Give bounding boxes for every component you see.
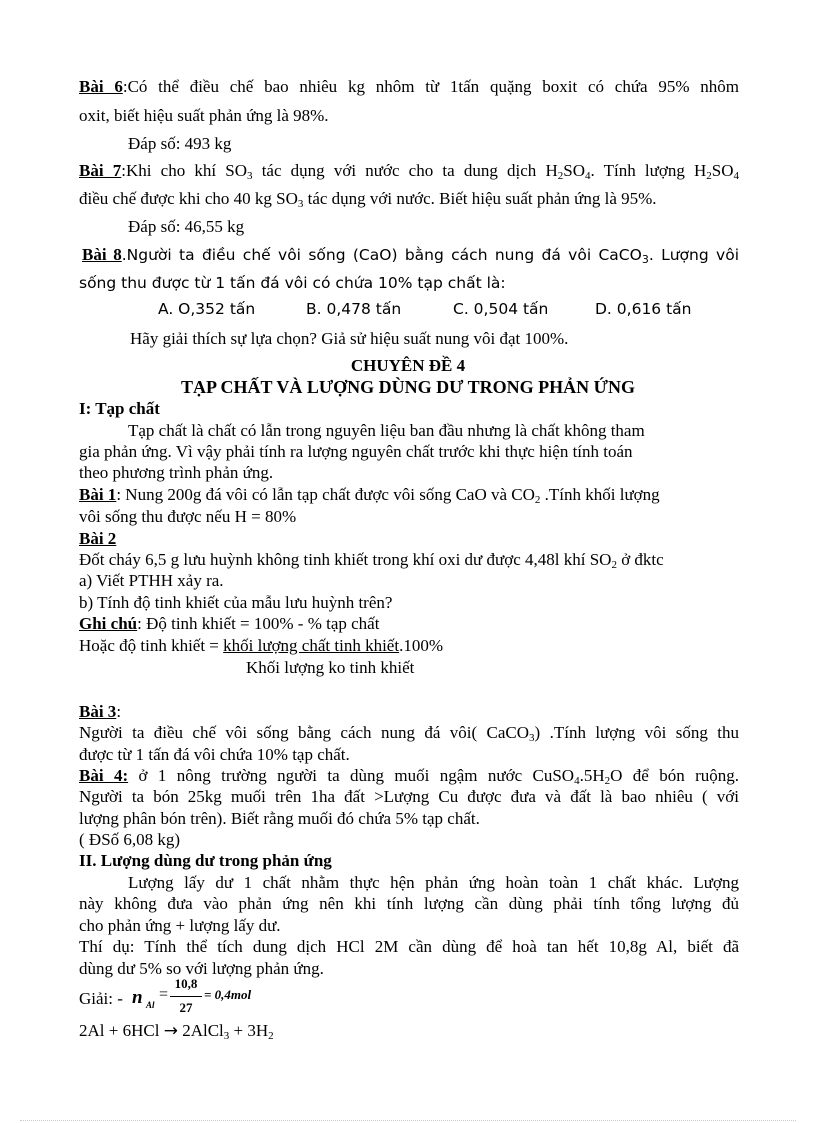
bai2-note: Ghi chú: Độ tinh khiết = 100% - % tạp chất <box>79 614 380 633</box>
formula-equals: = <box>159 986 169 1003</box>
section2-example-line2: dùng dư 5% so với lượng phản ứng. <box>79 959 324 978</box>
solution-label: Giải: - <box>79 989 123 1008</box>
bai2-part-a: a) Viết PTHH xảy ra. <box>79 571 224 590</box>
bai2-alt-formula: Hoặc độ tinh khiết = khối lượng chất tinh khiết.100% <box>79 636 443 655</box>
formula-fraction-bar <box>170 996 202 997</box>
bai8-line1: Bài 8.Người ta điều chế vôi sống (CaO) bằng cách nung đá vôi CaCO$_3$. Lượng vôi <box>82 245 739 266</box>
bai3-line1: Người ta điều chế vôi sống bằng cách nung đá vôi( CaCO$_3$) .Tính lượng vôi sống thu <box>79 723 739 744</box>
bai2-part-b: b) Tính độ tinh khiết của mẫu lưu huỳnh trên? <box>79 593 393 612</box>
bai4-line3: lượng phân bón trên). Biết rằng muối đó chứa 5% tạp chất. <box>79 809 480 828</box>
section2-p3: cho phản ứng + lượng lấy dư. <box>79 916 281 935</box>
bai1-line2: vôi sống thu được nếu H = 80% <box>79 507 297 526</box>
bai8-question: Hãy giải thích sự lựa chọn? Giả sử hiệu suất nung vôi đạt 100%. <box>130 329 569 348</box>
bai6-line2: oxit, biết hiệu suất phản ứng là 98%. <box>79 106 329 125</box>
formula-subscript: Al <box>146 1000 155 1010</box>
section2-p1: Lượng lấy dư 1 chất nhằm thực hện phản ứng hoàn toàn 1 chất khác. Lượng <box>128 873 739 892</box>
section2-example-line1: Thí dụ: Tính thể tích dung dịch HCl 2M cần dùng để hoà tan hết 10,8g Al, biết đã <box>79 937 739 956</box>
reaction-equation: 2Al + 6HCl → 2AlCl$_3$ + $3H_2$ <box>79 1021 274 1042</box>
bai1-line1: Bài 1: Nung 200g đá vôi có lẫn tạp chất được vôi sống CaO và $CO_2$ .Tính khối lượng <box>79 485 660 506</box>
bai2-label-line: Bài 2 <box>79 529 117 548</box>
bai6-label: Bài 6 <box>79 77 123 96</box>
bai8-option-a: A. O,352 tấn <box>158 300 256 318</box>
bai7-answer: Đáp số: 46,55 kg <box>128 217 245 236</box>
bai3-label-line: Bài 3: <box>79 702 122 721</box>
section1-p3: theo phương trình phản ứng. <box>79 463 274 482</box>
formula-result: = 0,4mol <box>204 987 252 1002</box>
bai6-line1: Bài 6:Có thể điều chế bao nhiêu kg nhôm từ 1tấn quặng boxit có chứa 95% nhôm <box>79 77 740 96</box>
mol-formula <box>130 976 280 1020</box>
bai3-line2: được từ 1 tấn đá vôi chứa 10% tạp chất. <box>79 745 350 764</box>
bai4-line1: Bài 4: ở 1 nông trường người ta dùng muối ngậm nước $CuSO_4.5H_2O$ để bón ruộng. <box>79 766 739 787</box>
chapter-subtitle: TẠP CHẤT VÀ LƯỢNG DÙNG DƯ TRONG PHẢN ỨNG <box>180 377 636 397</box>
section1-p2: gia phản ứng. Vì vậy phải tính ra lượng nguyên chất trước khi thực hiện tính toán <box>79 442 633 461</box>
bai4-line2: Người ta bón 25kg muối trên 1ha đất >Lượng Cu được đưa và đất là bao nhiêu ( với <box>79 787 739 806</box>
formula-denominator: 27 <box>179 1000 193 1015</box>
bai8-option-c: C. 0,504 tấn <box>453 300 549 318</box>
formula-numerator: 10,8 <box>174 976 198 991</box>
bai2-line1: Đốt cháy 6,5 g lưu huỳnh không tinh khiết trong khí oxi dư được 4,48l khí $SO_2$ ở đktc <box>79 550 664 571</box>
bai7-line1: Bài 7:Khi cho khí $SO_3$ tác dụng với nước cho ta dung dịch $H_2SO_4$. Tính lượng $H_2SO_4$ <box>79 161 740 182</box>
formula-n: n <box>132 987 143 1008</box>
bai8-option-b: B. 0,478 tấn <box>306 300 402 318</box>
section1-heading: I: Tạp chất <box>79 399 160 418</box>
bai2-alt-denominator: Khối lượng ko tinh khiết <box>246 658 415 677</box>
bai6-answer: Đáp số: 493 kg <box>128 134 232 153</box>
section1-p1: Tạp chất là chất có lẫn trong nguyên liệu ban đầu nhưng là chất không tham <box>128 421 645 440</box>
bai8-option-d: D. 0,616 tấn <box>595 300 692 318</box>
reaction-arrow-icon: → <box>163 1021 178 1041</box>
chapter-title: CHUYÊN ĐỀ 4 <box>350 356 466 375</box>
section2-p2: này không đưa vào phản ứng nên khi tính lượng cần dùng phải tính tổng lượng đủ <box>79 894 739 913</box>
bai8-line2: sống thu được từ 1 tấn đá vôi có chứa 10% tạp chất là: <box>79 274 506 292</box>
section2-heading: II. Lượng dùng dư trong phản ứng <box>79 851 332 870</box>
page-bottom-divider <box>20 1120 796 1121</box>
bai4-answer: ( ĐSố 6,08 kg) <box>79 830 181 849</box>
bai7-line2: điều chế được khi cho 40 kg $SO_3$ tác dụng với nước. Biết hiệu suất phản ứng là 95%. <box>79 189 657 210</box>
